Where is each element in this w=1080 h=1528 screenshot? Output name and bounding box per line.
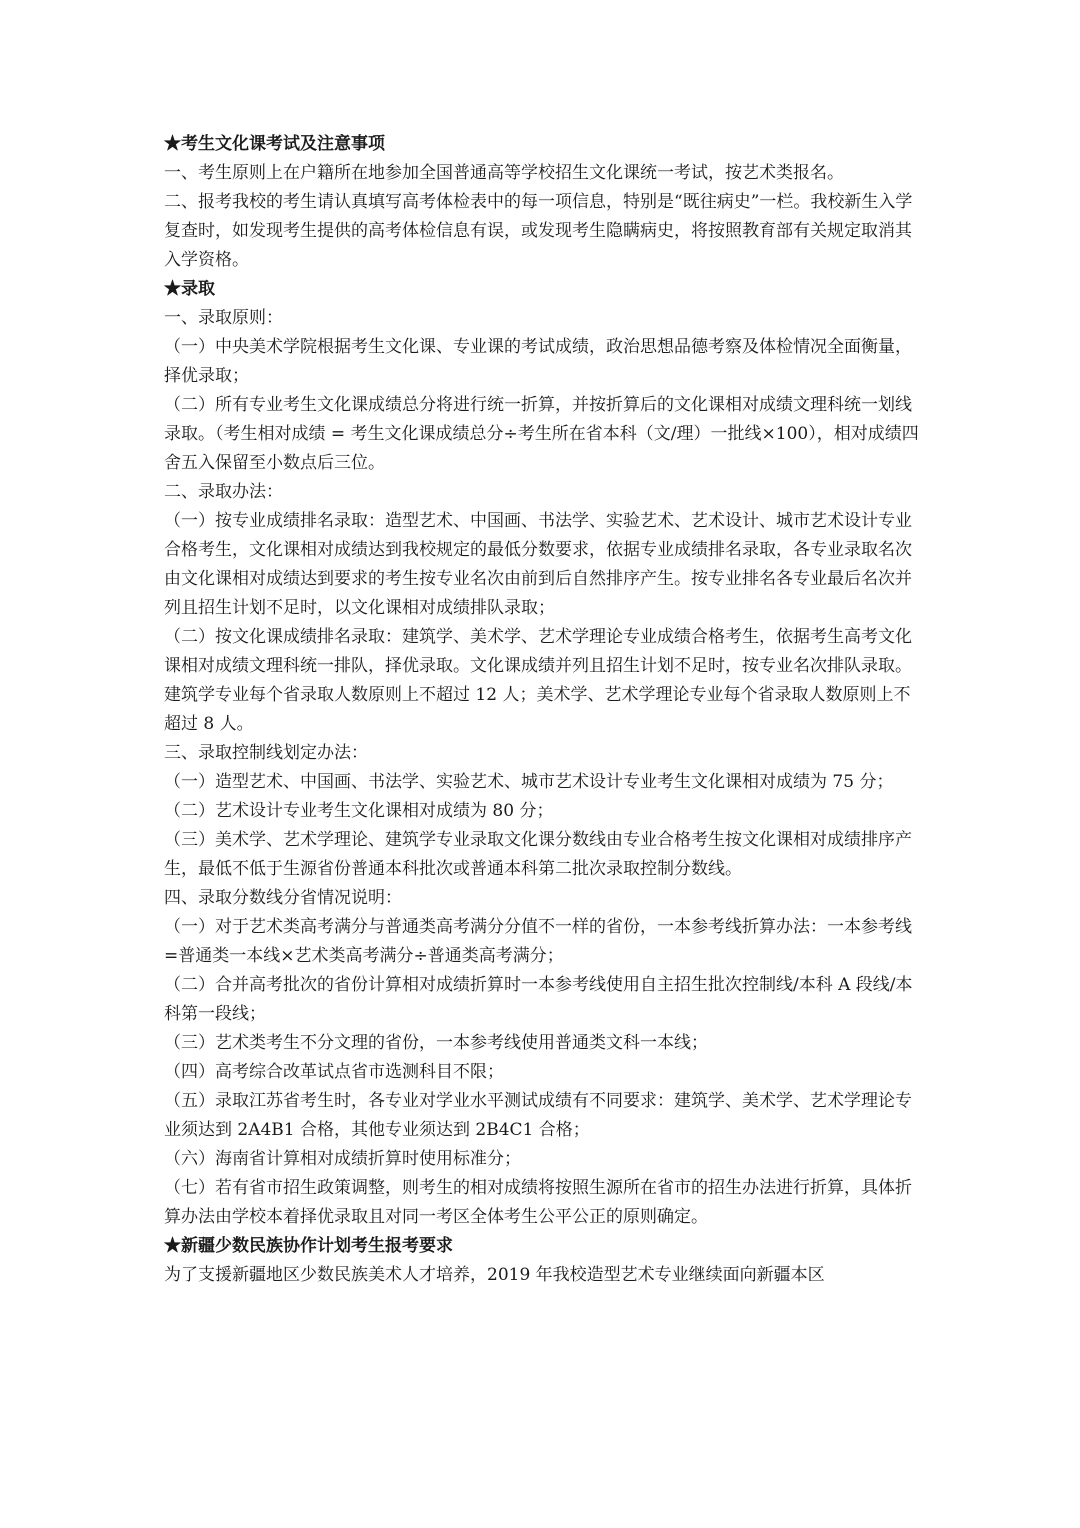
document-page xyxy=(164,130,924,1290)
paragraph: （一）造型艺术、中国画、书法学、实验艺术、城市艺术设计专业考生文化课相对成绩为 75 分； xyxy=(164,772,894,792)
section-heading: ★考生文化课考试及注意事项 xyxy=(164,134,385,154)
paragraph: （二）合并高考批次的省份计算相对成绩折算时一本参考线使用自主招生批次控制线/本科 A 段线/本科第一段线； xyxy=(164,975,913,1024)
paragraph: （四）高考综合改革试点省市选测科目不限； xyxy=(164,1062,504,1082)
paragraph: 二、报考我校的考生请认真填写高考体检表中的每一项信息，特别是“既往病史”一栏。我校新生入学复查时，如发现考生提供的高考体检信息有误，或发现考生隐瞒病史，将按照教育部有关规定取消其入学资格。 xyxy=(164,192,913,270)
paragraph: （六）海南省计算相对成绩折算时使用标准分； xyxy=(164,1149,521,1169)
paragraph: （一）中央美术学院根据考生文化课、专业课的考试成绩，政治思想品德考察及体检情况全面衡量，择优录取； xyxy=(164,337,912,386)
subsection-title: 三、录取控制线划定办法： xyxy=(164,743,368,763)
subsection-title: 四、录取分数线分省情况说明： xyxy=(164,888,402,908)
paragraph: （二）艺术设计专业考生文化课相对成绩为 80 分； xyxy=(164,801,554,821)
section-xinjiang xyxy=(164,1232,924,1290)
section-heading: ★新疆少数民族协作计划考生报考要求 xyxy=(164,1236,453,1256)
paragraph: （一）按专业成绩排名录取：造型艺术、中国画、书法学、实验艺术、艺术设计、城市艺术设计专业合格考生，文化课相对成绩达到我校规定的最低分数要求，依据专业成绩排名录取，各专业录取名次由文化课相对成绩达到要求的考生按专业名次由前到后自然排序产生。按专业排名各专业最后名次并列且招生计划不足时，以文化课相对成绩排队录取； xyxy=(164,511,912,618)
section-admission xyxy=(164,275,924,1232)
paragraph: （三）艺术类考生不分文理的省份，一本参考线使用普通类文科一本线； xyxy=(164,1033,708,1053)
paragraph: （一）对于艺术类高考满分与普通类高考满分分值不一样的省份，一本参考线折算办法：一本参考线=普通类一本线×艺术类高考满分÷普通类高考满分； xyxy=(164,917,912,966)
paragraph: （二）按文化课成绩排名录取：建筑学、美术学、艺术学理论专业成绩合格考生，依据考生高考文化课相对成绩文理科统一排队，择优录取。文化课成绩并列且招生计划不足时，按专业名次排队录取。建筑学专业每个省录取人数原则上不超过 12 人；美术学、艺术学理论专业每个省录取人数原则上不超过 8 人。 xyxy=(164,627,912,734)
paragraph: （三）美术学、艺术学理论、建筑学专业录取文化课分数线由专业合格考生按文化课相对成绩排序产生，最低不低于生源省份普通本科批次或普通本科第二批次录取控制分数线。 xyxy=(164,830,912,879)
section-heading: ★录取 xyxy=(164,279,215,299)
paragraph: 一、考生原则上在户籍所在地参加全国普通高等学校招生文化课统一考试，按艺术类报名。 xyxy=(164,163,844,183)
section-culture-exam xyxy=(164,130,924,275)
subsection-title: 一、录取原则： xyxy=(164,308,283,328)
paragraph: （七）若有省市招生政策调整，则考生的相对成绩将按照生源所在省市的招生办法进行折算，具体折算办法由学校本着择优录取且对同一考区全体考生公平公正的原则确定。 xyxy=(164,1178,912,1227)
paragraph: （五）录取江苏省考生时，各专业对学业水平测试成绩有不同要求：建筑学、美术学、艺术学理论专业须达到 2A4B1 合格，其他专业须达到 2B4C1 合格； xyxy=(164,1091,912,1140)
subsection-title: 二、录取办法： xyxy=(164,482,283,502)
paragraph: （二）所有专业考生文化课成绩总分将进行统一折算，并按折算后的文化课相对成绩文理科统一划线录取。（考生相对成绩 = 考生文化课成绩总分÷考生所在省本科（文/理）一批线×100），相对成绩四舍五入保留至小数点后三位。 xyxy=(164,395,919,473)
paragraph: 为了支援新疆地区少数民族美术人才培养，2019 年我校造型艺术专业继续面向新疆本区 xyxy=(164,1265,825,1285)
